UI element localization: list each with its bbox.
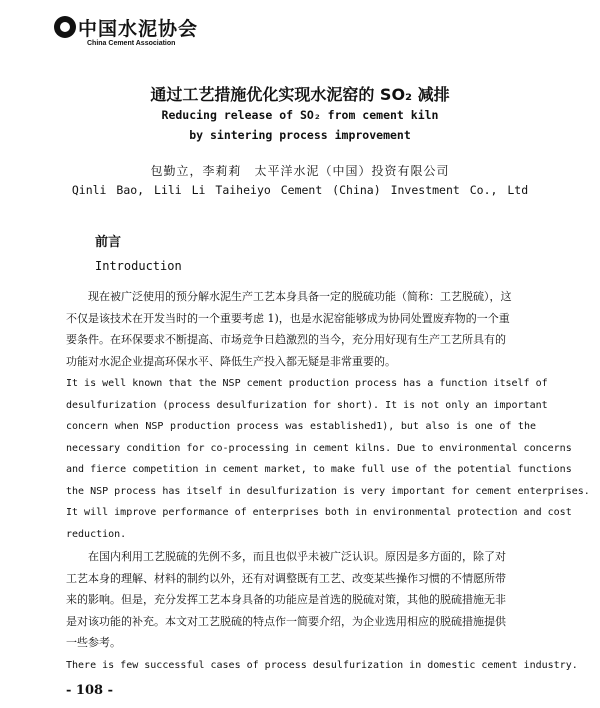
text-line: 来的影响。但是，充分发挥工艺本身具备的功能应是首选的脱硫对策，其他的脱硫措施无非 [66, 593, 506, 606]
association-name-en: China Cement Association [87, 40, 176, 47]
text-line: 工艺本身的理解、材料的制约以外，还有对调整既有工艺、改变某些操作习惯的不情愿所带 [66, 571, 506, 585]
paragraph-2-english [66, 655, 578, 677]
page-number: - 108 - [66, 683, 113, 698]
text-line: 在国内利用工艺脱硫的先例不多，而且也似乎未被广泛认识。原因是多方面的，除了对 [66, 550, 506, 563]
text-line: It will improve performance of enterprises both in environmental protection and cost [66, 507, 572, 518]
text-line: and fierce competition in cement market, to make full use of the potential functions [66, 464, 572, 475]
text-line: 一些参考。 [66, 636, 121, 649]
association-logo-icon [54, 16, 76, 38]
text-line: necessary condition for co-processing in cement kilns. Due to environmental concerns [66, 442, 572, 454]
text-line: the NSP process has itself in desulfurization is very important for cement enterprises. [66, 485, 590, 497]
text-line: 要条件。在环保要求不断提高、市场竞争日趋激烈的当今，充分用好现有生产工艺所具有的 [66, 333, 506, 346]
paragraph-1-chinese [66, 286, 536, 372]
paragraph-1-english [66, 373, 590, 545]
authors-english: Qinli Bao, Lili Li Taiheiyo Cement (China) Investment Co., Ltd [71, 183, 529, 197]
title-english-line1: Reducing release of SO₂ from cement kiln [161, 108, 439, 122]
text-line: 现在被广泛使用的预分解水泥生产工艺本身具备一定的脱硫功能（简称：工艺脱硫），这 [66, 290, 512, 303]
title-english-line2: by sintering process improvement [189, 128, 411, 142]
authors-chinese: 包勤立，李莉莉 太平洋水泥（中国）投资有限公司 [150, 164, 450, 178]
text-line: 是对该功能的补充。本文对工艺脱硫的特点作一简要介绍，为企业选用相应的脱硫措施提供 [66, 614, 506, 628]
section-heading-cn: 前言 [95, 235, 122, 250]
text-line: concern when NSP production process was established1), but also is one of the [66, 421, 536, 432]
text-line: There is few successful cases of process desulfurization in domestic cement industry. [66, 660, 578, 671]
text-line: reduction. [66, 528, 127, 540]
text-line: It is well known that the NSP cement production process has a function itself of [66, 378, 548, 389]
paragraph-2-chinese [66, 546, 536, 654]
association-name-cn: 中国水泥协会 [78, 18, 199, 40]
title-chinese: 通过工艺措施优化实现水泥窑的 SO₂ 减排 [150, 85, 450, 104]
text-line: desulfurization (process desulfurization for short). It is not only an important [66, 399, 548, 411]
text-line: 不仅是该技术在开发当时的一个重要考虑 1)，也是水泥窑能够成为协同处置废弃物的一个重 [66, 311, 510, 325]
section-heading-en: Introduction [95, 259, 182, 273]
text-line: 功能对水泥企业提高环保水平、降低生产投入都无疑是非常重要的。 [66, 354, 396, 368]
